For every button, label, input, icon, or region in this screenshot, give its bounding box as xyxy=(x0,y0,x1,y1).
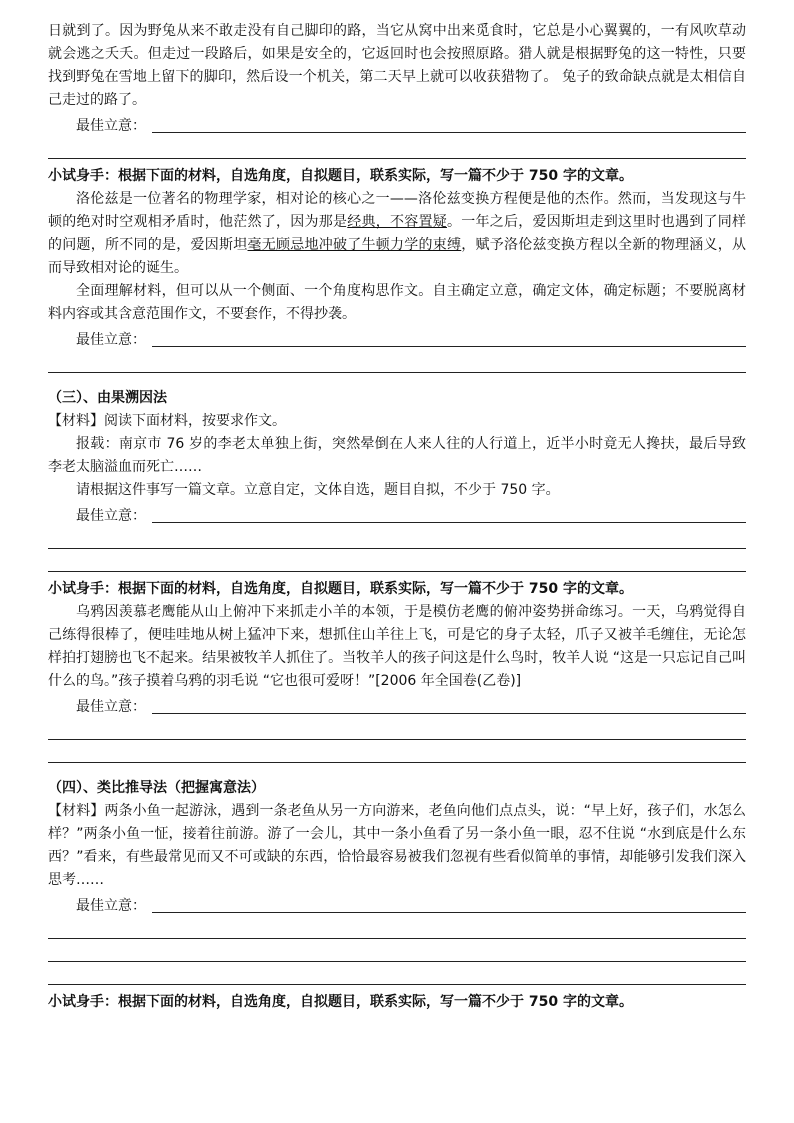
best-idea-row xyxy=(48,504,746,526)
lorentz-paragraph xyxy=(48,188,746,280)
best-idea-answer-line[interactable] xyxy=(152,713,746,714)
answer-blank-line[interactable] xyxy=(48,916,746,939)
lorentz-text-part-a: 洛伦兹是一位著名的物理学家，相对论的核心之一——洛伦兹变换方程便是他的杰作。然而，当发现这与牛顿的绝对时空观相矛盾时，他茫然了，因为那是 xyxy=(48,191,746,230)
practice-prompt: 小试身手：根据下面的材料，自选角度，自拟题目，联系实际，写一篇不少于 750 字的文章。 xyxy=(48,168,633,184)
section-heading: （三）、由果溯因法 xyxy=(48,390,167,406)
answer-blank-line[interactable] xyxy=(48,740,746,763)
lorentz-text-part-c: ，赋予洛伦兹变换方程以全新的物理涵义，从而导致相对论的诞生。 xyxy=(48,237,746,276)
crow-practice-section xyxy=(48,578,746,763)
section-heading: （四）、类比推导法（把握寓意法） xyxy=(48,780,265,796)
underlined-phrase-break-newton: 毫无顾忌地冲破了牛顿力学的束缚 xyxy=(247,237,462,253)
best-idea-answer-line[interactable] xyxy=(152,912,746,913)
answer-blank-line[interactable] xyxy=(48,350,746,373)
practice-prompt: 小试身手：根据下面的材料，自选角度，自拟题目，联系实际，写一篇不少于 750 字的文章。 xyxy=(48,581,633,597)
best-idea-answer-line[interactable] xyxy=(152,522,746,523)
crow-story-paragraph: 乌鸦因羡慕老鹰能从山上俯冲下来抓走小羊的本领，于是模仿老鹰的俯冲姿势拼命练习。一天，乌鸦觉得自己练得很棒了，便哇哇地从树上猛冲下来，想抓住山羊往上飞，可是它的身子太轻，爪子又被羊毛缠住，无论怎样拍打翅膀也飞不起来。结果被牧羊人抓住了。当牧羊人的孩子问这是什么鸟时，牧羊人说 “这是一只忘记自己叫什么的鸟。”孩子摸着乌鸦的羽毛说 “它也很可爱呀！”[2006 年全国卷(乙卷)] xyxy=(48,604,746,689)
final-practice-section xyxy=(48,991,746,1014)
answer-blank-line[interactable] xyxy=(48,717,746,740)
answer-blank-line[interactable] xyxy=(48,549,746,572)
cause-from-effect-section xyxy=(48,387,746,572)
best-idea-label: 最佳立意： xyxy=(76,898,146,914)
material-intro: 【材料】阅读下面材料，按要求作文。 xyxy=(48,413,286,429)
best-idea-label: 最佳立意： xyxy=(76,332,146,348)
document-page xyxy=(48,20,746,1014)
best-idea-answer-line[interactable] xyxy=(152,346,746,347)
best-idea-row xyxy=(48,328,746,350)
fish-material-paragraph: 【材料】两条小鱼一起游泳，遇到一条老鱼从另一方向游来，老鱼向他们点点头，说：“早上好，孩子们，水怎么样？”两条小鱼一怔，接着往前游。游了一会儿，其中一条小鱼看了另一条小鱼一眼，忍不住说 “水到底是什么东西？”看来，有些最常见而又不可或缺的东西，恰恰最容易被我们忽视有些看似简单的事情，却能够引发我们深入思考…… xyxy=(48,803,746,888)
practice-prompt: 小试身手：根据下面的材料，自选角度，自拟题目，联系实际，写一篇不少于 750 字的文章。 xyxy=(48,994,633,1010)
best-idea-answer-line[interactable] xyxy=(152,132,746,133)
lorentz-text-part-b: 。一年之后，爱因斯坦走到这里时也遇到了同样的问题，所不同的是，爱因斯坦 xyxy=(48,214,746,253)
lorentz-requirements-paragraph: 全面理解材料，但可以从一个侧面、一个角度构思作文。自主确定立意，确定文体，确定标题；不要脱离材料内容或其含意范围作文，不要套作，不得抄袭。 xyxy=(48,283,746,322)
answer-blank-line[interactable] xyxy=(48,962,746,985)
analogy-section xyxy=(48,777,746,985)
best-idea-label: 最佳立意： xyxy=(76,118,146,134)
answer-blank-line[interactable] xyxy=(48,136,746,159)
best-idea-row xyxy=(48,114,746,136)
best-idea-row xyxy=(48,695,746,717)
news-report-paragraph: 报载：南京市 76 岁的李老太单独上街，突然晕倒在人来人往的人行道上，近半小时竟无人搀扶，最后导致李老太脑溢血而死亡…… xyxy=(48,436,746,475)
writing-instruction: 请根据这件事写一篇文章。立意自定，文体自选，题目自拟，不少于 750 字。 xyxy=(76,482,560,498)
underlined-phrase-classic: 经典，不容置疑 xyxy=(347,214,447,230)
lorentz-practice-section xyxy=(48,165,746,373)
rabbit-story-section xyxy=(48,20,746,159)
answer-blank-line[interactable] xyxy=(48,939,746,962)
best-idea-label: 最佳立意： xyxy=(76,508,146,524)
rabbit-story-paragraph: 日就到了。因为野兔从来不敢走没有自己脚印的路，当它从窝中出来觅食时，它总是小心翼翼的，一有风吹草动就会逃之夭夭。但走过一段路后，如果是安全的，它返回时也会按照原路。猎人就是根据野兔的这一特性，只要找到野兔在雪地上留下的脚印，然后设一个机关，第二天早上就可以收获猎物了。 兔子的致命缺点就是太相信自己走过的路了。 xyxy=(48,23,746,108)
best-idea-label: 最佳立意： xyxy=(76,699,146,715)
answer-blank-line[interactable] xyxy=(48,526,746,549)
best-idea-row xyxy=(48,894,746,916)
